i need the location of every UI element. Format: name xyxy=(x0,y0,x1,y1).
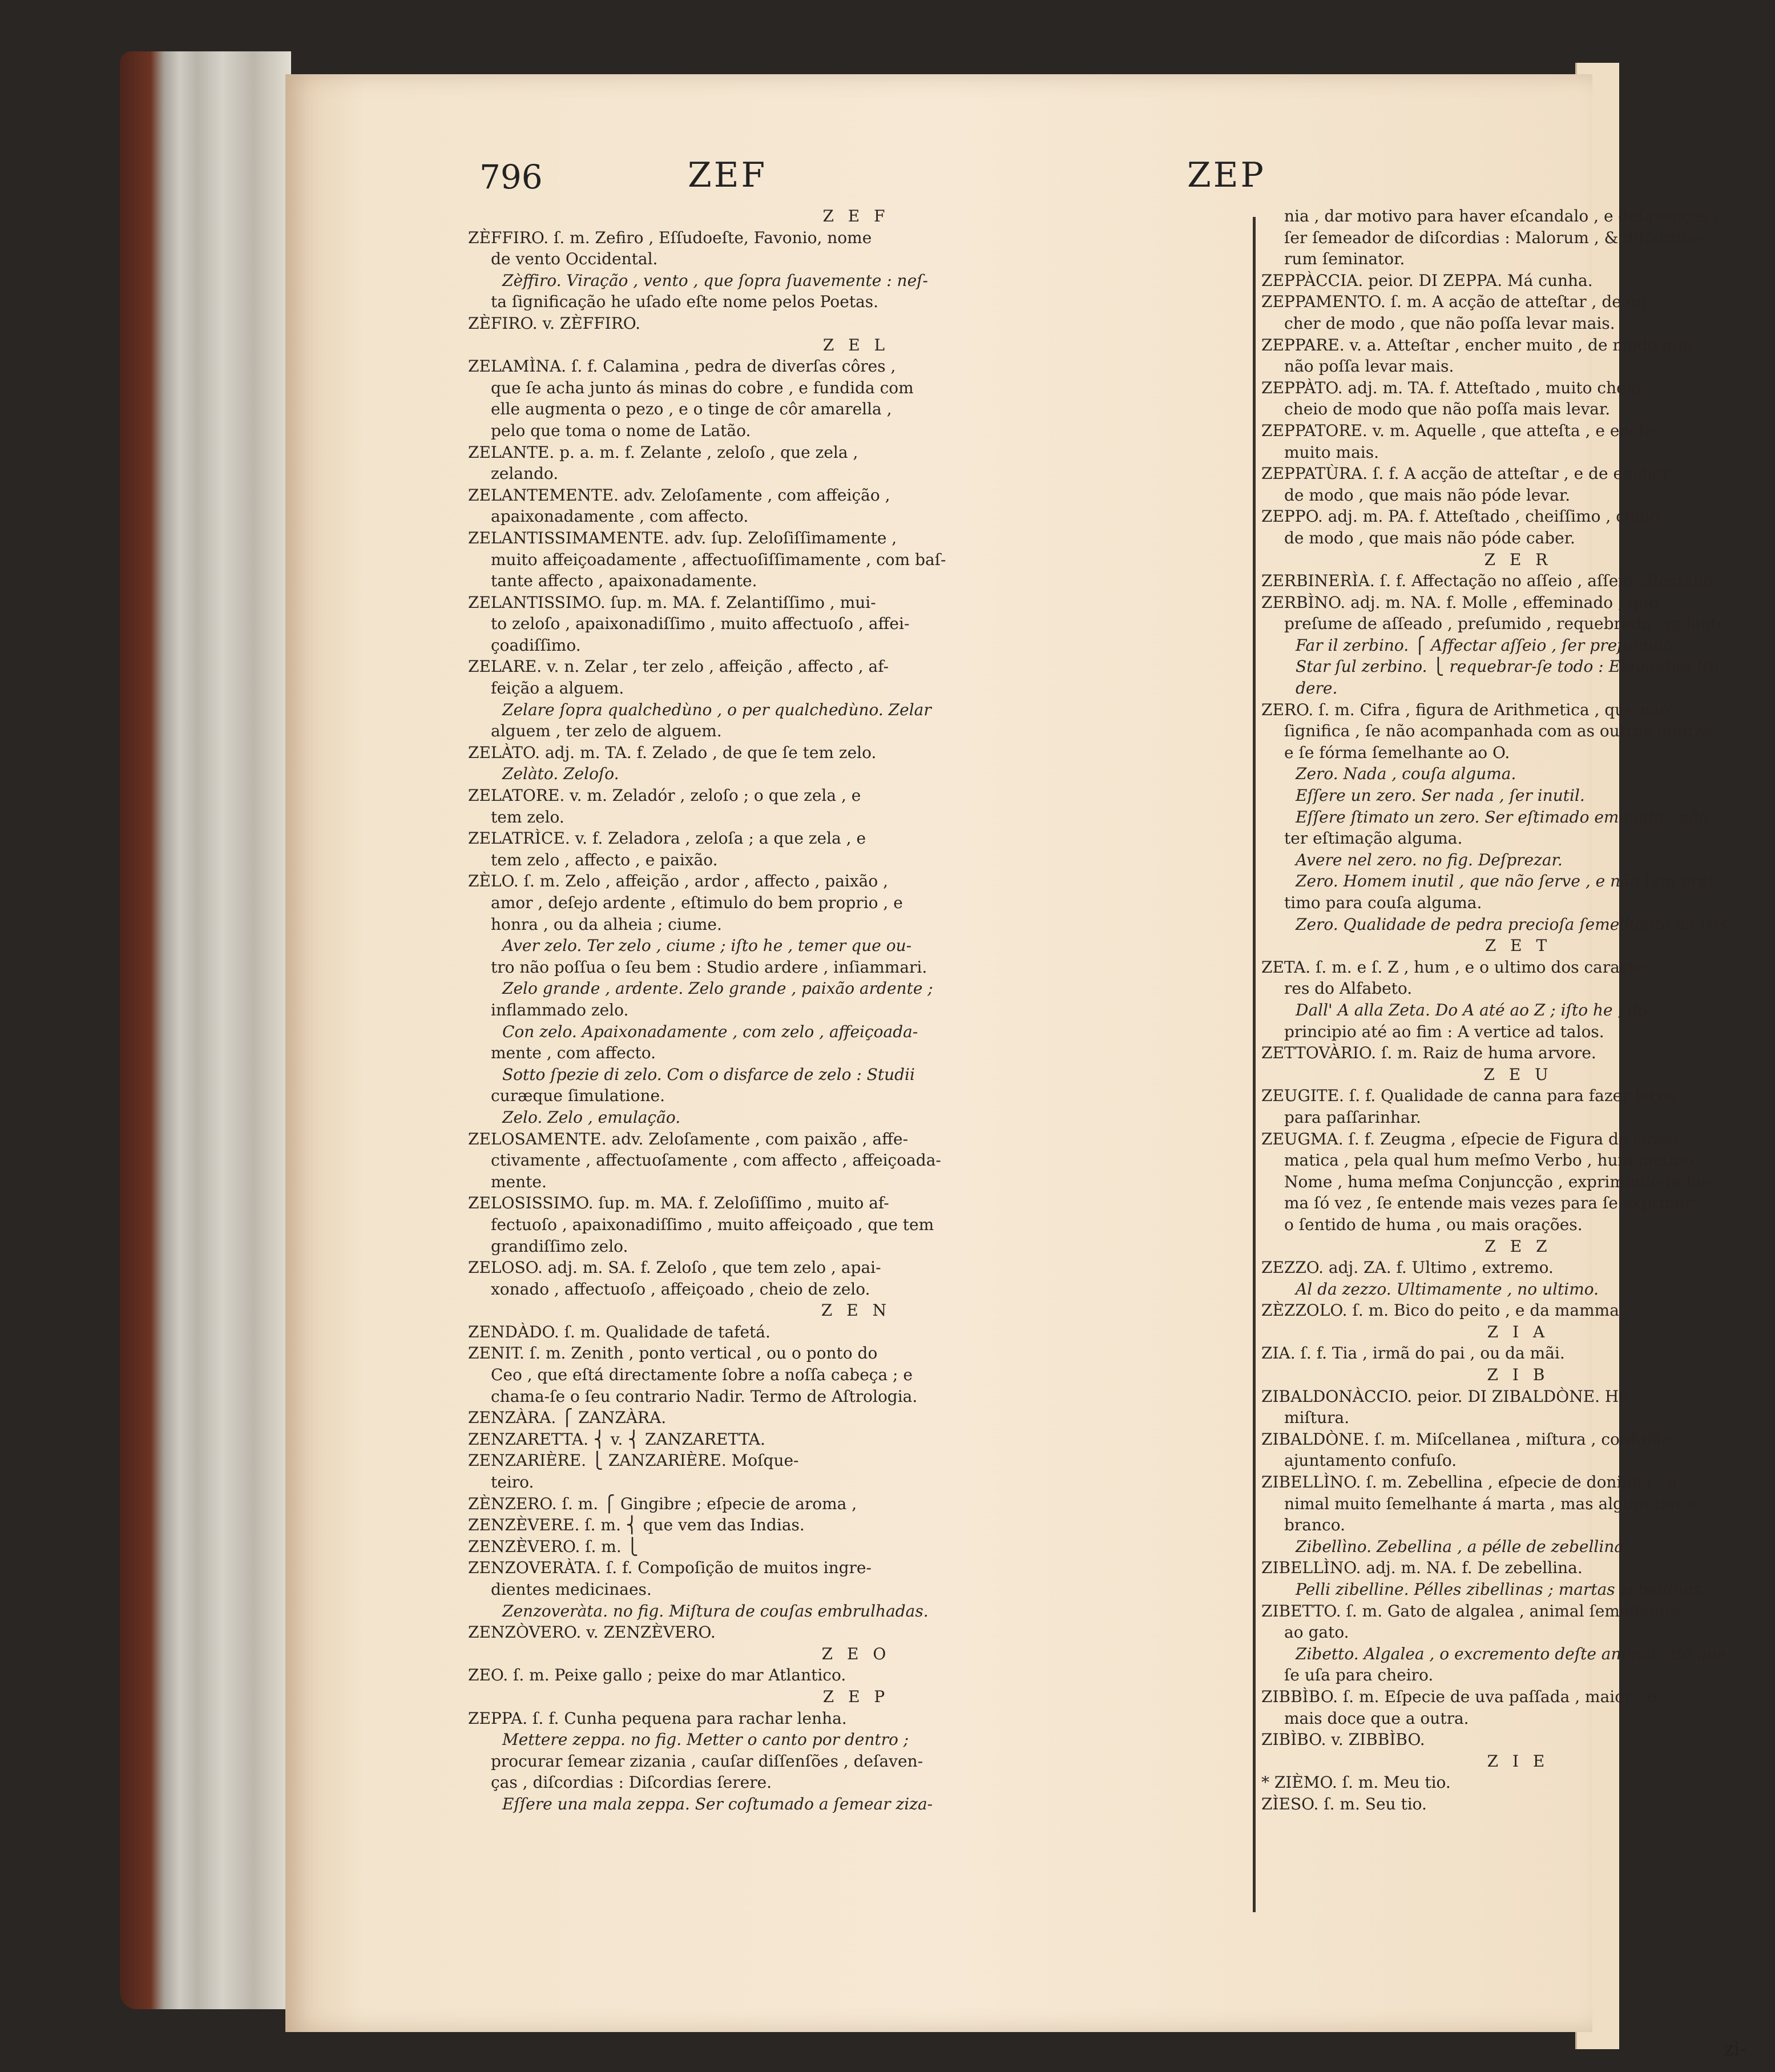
dictionary-entry-headword-line: ZENZÒVERO. v. ZENZÈVERO. xyxy=(468,1623,716,1642)
dictionary-entry-headword-line: ZEPPO. adj. m. PA. f. Atteſtado , cheiſſimo , cheio xyxy=(1261,507,1660,526)
dictionary-entry-headword-line: ZEPPATORE. v. m. Aquelle , que atteſta , e enche xyxy=(1261,421,1659,440)
section-letter-heading: Z E N xyxy=(821,1301,891,1320)
dictionary-entry-headword-line: ZENIT. ſ. m. Zenith , ponto vertical , ou o ponto do xyxy=(468,1344,878,1363)
dictionary-entry-line: Sotto ſpezie di zelo. Com o disfarce de zelo : Studii xyxy=(502,1065,915,1084)
dictionary-entry-line: res do Alfabeto. xyxy=(1284,979,1413,998)
running-head-left: ZEF xyxy=(688,155,768,195)
dictionary-entry-line: grandiſſimo zelo. xyxy=(491,1236,628,1256)
section-letter-heading: Z E F xyxy=(822,207,890,225)
dictionary-page xyxy=(285,74,1747,2061)
dictionary-entry-headword-line: ZEO. ſ. m. Peixe gallo ; peixe do mar Atlantico. xyxy=(468,1666,846,1685)
section-letter-heading: Z I A xyxy=(1487,1322,1550,1341)
dictionary-entry-line: Eſſere ſtimato un zero. Ser eſtimado em nada , não xyxy=(1296,807,1709,827)
dictionary-entry-line: Eſſere una mala zeppa. Ser coſtumado a ſemear ziza- xyxy=(502,1794,933,1813)
dictionary-entry-line: de vento Occidental. xyxy=(491,249,658,269)
dictionary-entry-line: ter eſtimação alguma. xyxy=(1284,829,1463,848)
dictionary-entry-line: Con zelo. Apaixonadamente , com zelo , affeiçoada- xyxy=(502,1022,918,1041)
dictionary-entry-line: zelando. xyxy=(491,464,559,483)
dictionary-entry-line: rum ſeminator. xyxy=(1284,249,1405,269)
dictionary-entry-line: ctivamente , affectuoſamente , com affecto , affeiçoada- xyxy=(491,1151,941,1170)
dictionary-entry-line: tro não poſſua o ſeu bem : Studio ardere , inſiammari. xyxy=(491,957,927,977)
dictionary-entry-line: mais doce que a outra. xyxy=(1284,1708,1469,1728)
dictionary-entry-headword-line: ZEPPARE. v. a. Atteſtar , encher muito , de modo que xyxy=(1261,335,1693,354)
dictionary-entry-line: Far il zerbino. ⎧ Affectar aſſeio , ſer preſumido , xyxy=(1296,635,1684,655)
dictionary-entry-line: Zelo. Zelo , emulação. xyxy=(502,1107,681,1127)
dictionary-entry-line: de modo , que mais não póde caber. xyxy=(1284,528,1575,547)
dictionary-entry-headword-line: ZEUGMA. ſ. f. Zeugma , eſpecie de Figura de Gram- xyxy=(1261,1129,1684,1148)
dictionary-entry-line: Star ſul zerbino. ⎩ requebrar-ſe todo : Elegantiæ ſtu- xyxy=(1296,657,1725,676)
dictionary-entry-line: muito mais. xyxy=(1284,442,1379,462)
dictionary-entry-line: mente. xyxy=(491,1172,547,1191)
dictionary-entry-line: curæque ſimulatione. xyxy=(491,1086,665,1106)
section-letter-heading: Z E O xyxy=(821,1644,891,1663)
dictionary-entry-headword-line: ZÌESO. ſ. m. Seu tio. xyxy=(1261,1794,1427,1813)
dictionary-entry-headword-line: ZIBÌBO. v. ZIBBÌBO. xyxy=(1261,1730,1425,1749)
dictionary-entry-headword-line: ZETTOVÀRIO. ſ. m. Raiz de huma arvore. xyxy=(1261,1043,1596,1063)
dictionary-entry-line: çoadiſſimo. xyxy=(491,635,581,655)
dictionary-entry-line: ſignifica , ſe não acompanhada com as outras figuras , xyxy=(1284,721,1724,741)
dictionary-entry-line: Zelàto. Zeloſo. xyxy=(502,764,619,784)
dictionary-entry-headword-line: ZÈZZOLO. ſ. m. Bico do peito , e da mamma. xyxy=(1261,1301,1624,1320)
section-letter-heading: Z E Z xyxy=(1484,1236,1552,1256)
dictionary-entry-headword-line: ZELÀTO. adj. m. TA. f. Zelado , de que ſe tem zelo. xyxy=(468,743,877,762)
dictionary-entry-headword-line: ZEPPA. ſ. f. Cunha pequena para rachar lenha. xyxy=(468,1708,847,1728)
dictionary-entry-line: que ſe acha junto ás minas do cobre , e fundida com xyxy=(491,378,914,397)
dictionary-entry-line: Mettere zeppa. no fig. Metter o canto por dentro ; xyxy=(502,1730,909,1749)
dictionary-entry-headword-line: ZÈNZERO. ſ. m. ⎧ Gingibre ; eſpecie de aroma , xyxy=(468,1494,857,1513)
dictionary-entry-line: dientes medicinaes. xyxy=(491,1580,652,1599)
dictionary-entry-line: Pelli zibelline. Pélles zibellinas ; martas zebellinas. xyxy=(1296,1580,1707,1599)
dictionary-entry-line: muito affeiçoadamente , affectuoſiſſimamente , com baſ- xyxy=(491,550,946,569)
dictionary-entry-headword-line: ZELATORE. v. m. Zeladór , zeloſo ; o que zela , e xyxy=(468,786,861,805)
dictionary-entry-headword-line: ZENZARETTA. ⎨ v. ⎨ ZANZARETTA. xyxy=(468,1429,765,1449)
dictionary-entry-line: cher de modo , que não poſſa levar mais. xyxy=(1284,313,1615,333)
dictionary-entry-line: Zenzoveràta. no fig. Miſtura de couſas embrulhadas. xyxy=(502,1601,929,1620)
dictionary-entry-line: ajuntamento confuſo. xyxy=(1284,1451,1457,1470)
dictionary-entry-headword-line: ZIBELLÌNO. ſ. m. Zebellina , eſpecie de doninha , a- xyxy=(1261,1473,1683,1492)
dictionary-entry-headword-line: ZELOSISSIMO. ſup. m. MA. f. Zeloſiſſimo , muito af- xyxy=(468,1194,889,1213)
dictionary-entry-headword-line: ZELOSAMENTE. adv. Zeloſamente , com paixão , affe- xyxy=(468,1129,909,1148)
dictionary-entry-line: Al da zezzo. Ultimamente , no ultimo. xyxy=(1296,1279,1599,1299)
dictionary-entry-headword-line: ZENDÀDO. ſ. m. Qualidade de tafetá. xyxy=(468,1322,770,1341)
dictionary-entry-headword-line: ZÈFFIRO. ſ. m. Zefiro , Eſſudoeſte, Favonio, nome xyxy=(468,228,872,247)
dictionary-entry-line: Zibellìno. Zebellina , a pélle de zebellina. xyxy=(1296,1537,1629,1556)
dictionary-entry-line: Zero. Homem inutil , que não ſerve , e não tem preſ- xyxy=(1296,872,1720,891)
section-letter-heading: Z E U xyxy=(1483,1065,1553,1084)
section-letter-heading: Z I B xyxy=(1487,1365,1550,1385)
dictionary-entry-headword-line: ZERO. ſ. m. Cifra , figura de Arithmetica , que não xyxy=(1261,700,1669,719)
dictionary-entry-headword-line: ZIBETTO. ſ. m. Gato de algalea , animal ſemelhante xyxy=(1261,1601,1681,1620)
dictionary-entry-headword-line: ZELARE. v. n. Zelar , ter zelo , affeição , affecto , af- xyxy=(468,657,889,676)
dictionary-entry-line: de modo , que mais não póde levar. xyxy=(1284,485,1571,505)
dictionary-entry-line: amor , deſejo ardente , eſtimulo do bem proprio , e xyxy=(491,893,903,912)
dictionary-entry-line: para paſſarinhar. xyxy=(1284,1107,1421,1127)
left-column xyxy=(468,205,1244,1815)
dictionary-entry-line: to zeloſo , apaixonadiſſimo , muito affectuoſo , affei- xyxy=(491,614,910,634)
dictionary-entry-line: nimal muito ſemelhante á marta , mas algum tanto xyxy=(1284,1494,1696,1513)
dictionary-entry-headword-line: ZENZOVERÀTA. ſ. f. Compoſição de muitos ingre- xyxy=(468,1558,872,1578)
dictionary-entry-headword-line: ZELATRÌCE. v. f. Zeladora , zeloſa ; a que zela , e xyxy=(468,829,866,848)
section-letter-heading: Z E R xyxy=(1484,550,1552,569)
dictionary-entry-line: Zelo grande , ardente. Zelo grande , paixão ardente ; xyxy=(502,979,933,998)
dictionary-entry-line: nia , dar motivo para haver eſcandalo , e deſavenças ; xyxy=(1284,207,1720,225)
dictionary-entry-headword-line: ZIA. ſ. f. Tia , irmã do pai , ou da mãi. xyxy=(1261,1344,1565,1363)
dictionary-entry-headword-line: ZELOSO. adj. m. SA. f. Zeloſo , que tem zelo , apai- xyxy=(468,1258,881,1277)
dictionary-entry-line: Eſſere un zero. Ser nada , ſer inutil. xyxy=(1296,786,1585,805)
dictionary-entry-line: Zibetto. Algalea , o excremento deſte animal , de que xyxy=(1296,1644,1726,1663)
dictionary-entry-line: tem zelo , affecto , e paixão. xyxy=(491,850,718,869)
dictionary-entry-headword-line: * ZIÈMO. ſ. m. Meu tio. xyxy=(1261,1773,1451,1792)
dictionary-entry-line: Zero. Nada , couſa alguma. xyxy=(1296,764,1516,784)
dictionary-entry-line: timo para couſa alguma. xyxy=(1284,893,1482,912)
dictionary-entry-headword-line: ZETA. ſ. m. e ſ. Z , hum , e o ultimo dos caracte- xyxy=(1261,957,1650,977)
dictionary-entry-headword-line: ZERBÌNO. adj. m. NA. f. Molle , effeminado , que xyxy=(1261,592,1659,612)
dictionary-entry-line: não poſſa levar mais. xyxy=(1284,357,1454,376)
dictionary-entry-line: Ceo , que eſtá directamente ſobre a noſſa cabeça ; e xyxy=(491,1365,913,1385)
dictionary-entry-headword-line: ZEZZO. adj. ZA. f. Ultimo , extremo. xyxy=(1261,1258,1554,1277)
column-divider xyxy=(1253,217,1256,1912)
dictionary-entry-line: feição a alguem. xyxy=(491,679,624,698)
dictionary-entry-line: tem zelo. xyxy=(491,807,564,827)
dictionary-entry-headword-line: ZENZÈVERE. ſ. m. ⎨ que vem das Indias. xyxy=(468,1515,805,1535)
dictionary-entry-line: elle augmenta o pezo , e o tinge de côr amarella , xyxy=(491,400,892,419)
dictionary-entry-line: ao gato. xyxy=(1284,1623,1349,1642)
dictionary-entry-line: miſtura. xyxy=(1284,1408,1350,1428)
dictionary-entry-headword-line: ZIBALDONÀCCIO. peior. DI ZIBALDÒNE. Ha xyxy=(1261,1386,1629,1406)
dictionary-entry-headword-line: ZELANTE. p. a. m. f. Zelante , zeloſo , que zela , xyxy=(468,442,858,462)
section-letter-heading: Z I E xyxy=(1487,1751,1550,1771)
dictionary-entry-line: chama-ſe o ſeu contrario Nadir. Termo de Aſtrologia. xyxy=(491,1386,918,1406)
dictionary-entry-line: Nome , huma meſma Conjuncção , exprimindo-ſe hu- xyxy=(1284,1172,1712,1191)
dictionary-entry-headword-line: ZEPPATÙRA. ſ. f. A acção de atteſtar , e de encher xyxy=(1261,464,1669,483)
book-page-edges xyxy=(120,51,291,2009)
right-column xyxy=(1261,205,1775,1815)
dictionary-entry-line: honra , ou da alheia ; ciume. xyxy=(491,914,722,934)
dictionary-entry-line: cheio de modo que não poſſa mais levar. xyxy=(1284,400,1611,419)
page-number: 796 xyxy=(479,158,543,196)
dictionary-entry-headword-line: ZEPPAMENTO. ſ. m. A acção de atteſtar , de en- xyxy=(1261,292,1652,312)
dictionary-entry-line: fectuoſo , apaixonadiſſimo , muito affeiçoado , que tem xyxy=(491,1215,934,1234)
dictionary-entry-line: Aver zelo. Ter zelo , ciume ; iſto he , temer que ou- xyxy=(502,936,912,956)
catchword: zi- xyxy=(1724,2038,1747,2061)
dictionary-entry-line: o ſentido de huma , ou mais orações. xyxy=(1284,1215,1583,1234)
dictionary-entry-headword-line: ZEUGITE. ſ. f. Qualidade de canna para fazer laços xyxy=(1261,1086,1677,1106)
dictionary-entry-line: inflammado zelo. xyxy=(491,1000,629,1019)
dictionary-entry-line: Zero. Qualidade de pedra precioſa ſemelhante ao Iris. xyxy=(1296,914,1732,934)
dictionary-entry-line: ma ſó vez , ſe entende mais vezes para ſe exprimir xyxy=(1284,1194,1693,1213)
dictionary-entry-line: mente , com affecto. xyxy=(491,1043,656,1063)
dictionary-entry-line: ſer ſemeador de diſcordias : Malorum , & diſcordia- xyxy=(1284,228,1701,247)
dictionary-entry-line: preſume de aſſeado , preſumido , requebrado , galante. xyxy=(1284,614,1732,634)
running-head-right: ZEP xyxy=(1187,155,1266,195)
dictionary-entry-headword-line: ZELANTISSIMO. ſup. m. MA. f. Zelantiſſimo , mui- xyxy=(468,592,876,612)
dictionary-entry-line: Zèffiro. Viração , vento , que ſopra ſuavemente : neſ- xyxy=(502,271,928,290)
dictionary-entry-headword-line: ZENZÈVERO. ſ. m. ⎩ xyxy=(468,1537,639,1556)
dictionary-entry-line: ças , diſcordias : Diſcordias ſerere. xyxy=(491,1773,772,1792)
dictionary-entry-line: alguem , ter zelo de alguem. xyxy=(491,721,722,741)
dictionary-entry-headword-line: ZELANTISSIMAMENTE. adv. ſup. Zeloſiſſimamente , xyxy=(468,528,897,547)
dictionary-entry-headword-line: ZIBELLÌNO. adj. m. NA. f. De zebellina. xyxy=(1261,1558,1583,1578)
dictionary-entry-line: tante affecto , apaixonadamente. xyxy=(491,571,757,591)
section-letter-heading: Z E T xyxy=(1484,936,1552,956)
dictionary-entry-line: e ſe fórma ſemelhante ao O. xyxy=(1284,743,1510,762)
dictionary-entry-line: branco. xyxy=(1284,1515,1345,1535)
dictionary-entry-headword-line: ZENZARIÈRE. ⎩ ZANZARIÈRE. Moſque- xyxy=(468,1451,799,1470)
dictionary-entry-headword-line: ZELAMÌNA. ſ. f. Calamina , pedra de diverſas côres , xyxy=(468,357,896,376)
dictionary-entry-line: Zelare ſopra qualchedùno , o per qualchedùno. Zelar xyxy=(502,700,931,719)
section-letter-heading: Z E L xyxy=(822,335,890,354)
dictionary-entry-headword-line: ZERBINERÌA. ſ. f. Affectação no aſſeio , aſſeio affectado. xyxy=(1261,571,1718,591)
dictionary-entry-headword-line: ZENZÀRA. ⎧ ZANZÀRA. xyxy=(468,1408,667,1428)
dictionary-entry-line: dere. xyxy=(1296,679,1338,698)
dictionary-entry-headword-line: ZÈFIRO. v. ZÈFFIRO. xyxy=(468,313,640,333)
dictionary-entry-headword-line: ZIBALDÒNE. ſ. m. Miſcellanea , miſtura , confuſão , xyxy=(1261,1429,1682,1449)
dictionary-entry-line: procurar ſemear zizania , cauſar diſſenſões , deſaven- xyxy=(491,1751,923,1771)
dictionary-entry-line: teiro. xyxy=(491,1473,534,1492)
section-letter-heading: Z E P xyxy=(822,1687,890,1706)
dictionary-entry-headword-line: ZELANTEMENTE. adv. Zeloſamente , com affeição , xyxy=(468,485,890,505)
dictionary-entry-line: ſe uſa para cheiro. xyxy=(1284,1666,1434,1685)
dictionary-entry-headword-line: ZIBBÌBO. ſ. m. Eſpecie de uva paſſada , maior , e xyxy=(1261,1687,1657,1706)
dictionary-entry-headword-line: ZEPPÀCCIA. peior. DI ZEPPA. Má cunha. xyxy=(1261,271,1593,290)
dictionary-entry-headword-line: ZEPPÀTO. adj. m. TA. f. Atteſtado , muito cheio , xyxy=(1261,378,1651,397)
dictionary-entry-line: xonado , affectuoſo , affeiçoado , cheio de zelo. xyxy=(491,1279,870,1299)
dictionary-entry-line: pelo que toma o nome de Latão. xyxy=(491,421,751,440)
dictionary-entry-line: matica , pela qual hum meſmo Verbo , hum meſmo xyxy=(1284,1151,1693,1170)
dictionary-entry-line: apaixonadamente , com affecto. xyxy=(491,507,749,526)
dictionary-entry-headword-line: ZÈLO. ſ. m. Zelo , affeição , ardor , affecto , paixão , xyxy=(468,872,889,891)
dictionary-entry-line: Avere nel zero. no fig. Deſprezar. xyxy=(1296,850,1563,869)
dictionary-entry-line: Dall' A alla Zeta. Do A até ao Z ; iſto he , do xyxy=(1296,1000,1648,1019)
dictionary-entry-line: principio até ao fim : A vertice ad talos. xyxy=(1284,1022,1604,1041)
dictionary-entry-line: ta ſignificação he uſado eſte nome pelos Poetas. xyxy=(491,292,879,312)
